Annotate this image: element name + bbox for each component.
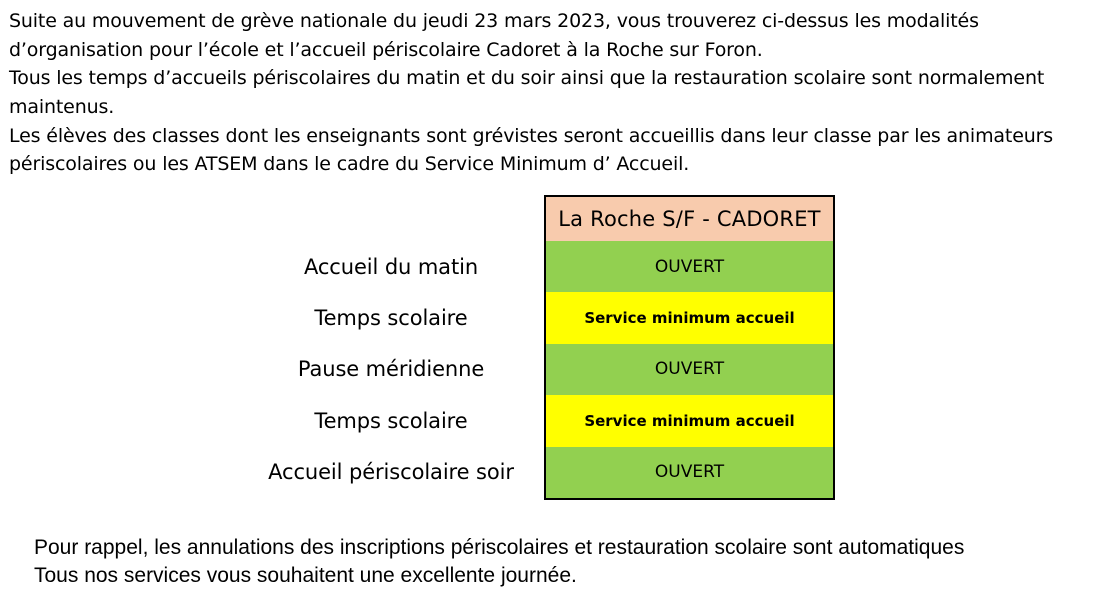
intro-text [9,7,1087,179]
intro-line: d’organisation pour l’école et l’accueil périscolaire Cadoret à la Roche sur Foron. [9,38,763,61]
status-cell-lunch-break: OUVERT [546,344,833,395]
row-label-lunch-break: Pause méridienne [297,357,485,382]
row-label-school-time-1: Temps scolaire [314,306,468,331]
footer-line: Pour rappel, les annulations des inscriptions périscolaires et restauration scolaire sont automatiques [34,536,965,559]
intro-line: Les élèves des classes dont les enseignants sont grévistes seront accueillis dans leur classe par les animateurs [9,124,1054,147]
status-cell-school-time-2: Service minimum accueil [546,395,833,446]
footer-line: Tous nos services vous souhaitent une excellente journée. [34,564,577,587]
footer-text [34,534,964,590]
intro-line: Suite au mouvement de grève nationale du jeudi 23 mars 2023, vous trouverez ci-dessus les modalités [9,10,979,32]
row-label-school-time-2: Temps scolaire [314,408,468,433]
table-header: La Roche S/F - CADORET [546,197,833,241]
intro-line: périscolaires ou les ATSEM dans le cadre du Service Minimum d’ Accueil. [9,153,690,176]
row-label-evening: Accueil périscolaire soir [268,460,514,485]
status-cell-evening: OUVERT [546,447,833,498]
intro-line: Tous les temps d’accueils périscolaires du matin et du soir ainsi que la restauration scolaire sont normalement [9,67,1045,90]
status-cell-morning: OUVERT [546,241,833,292]
status-cell-school-time-1: Service minimum accueil [546,292,833,343]
schedule-row-labels [240,241,542,498]
schedule-table [544,195,835,500]
intro-line: maintenus. [9,96,115,119]
row-label-morning: Accueil du matin [303,254,479,279]
